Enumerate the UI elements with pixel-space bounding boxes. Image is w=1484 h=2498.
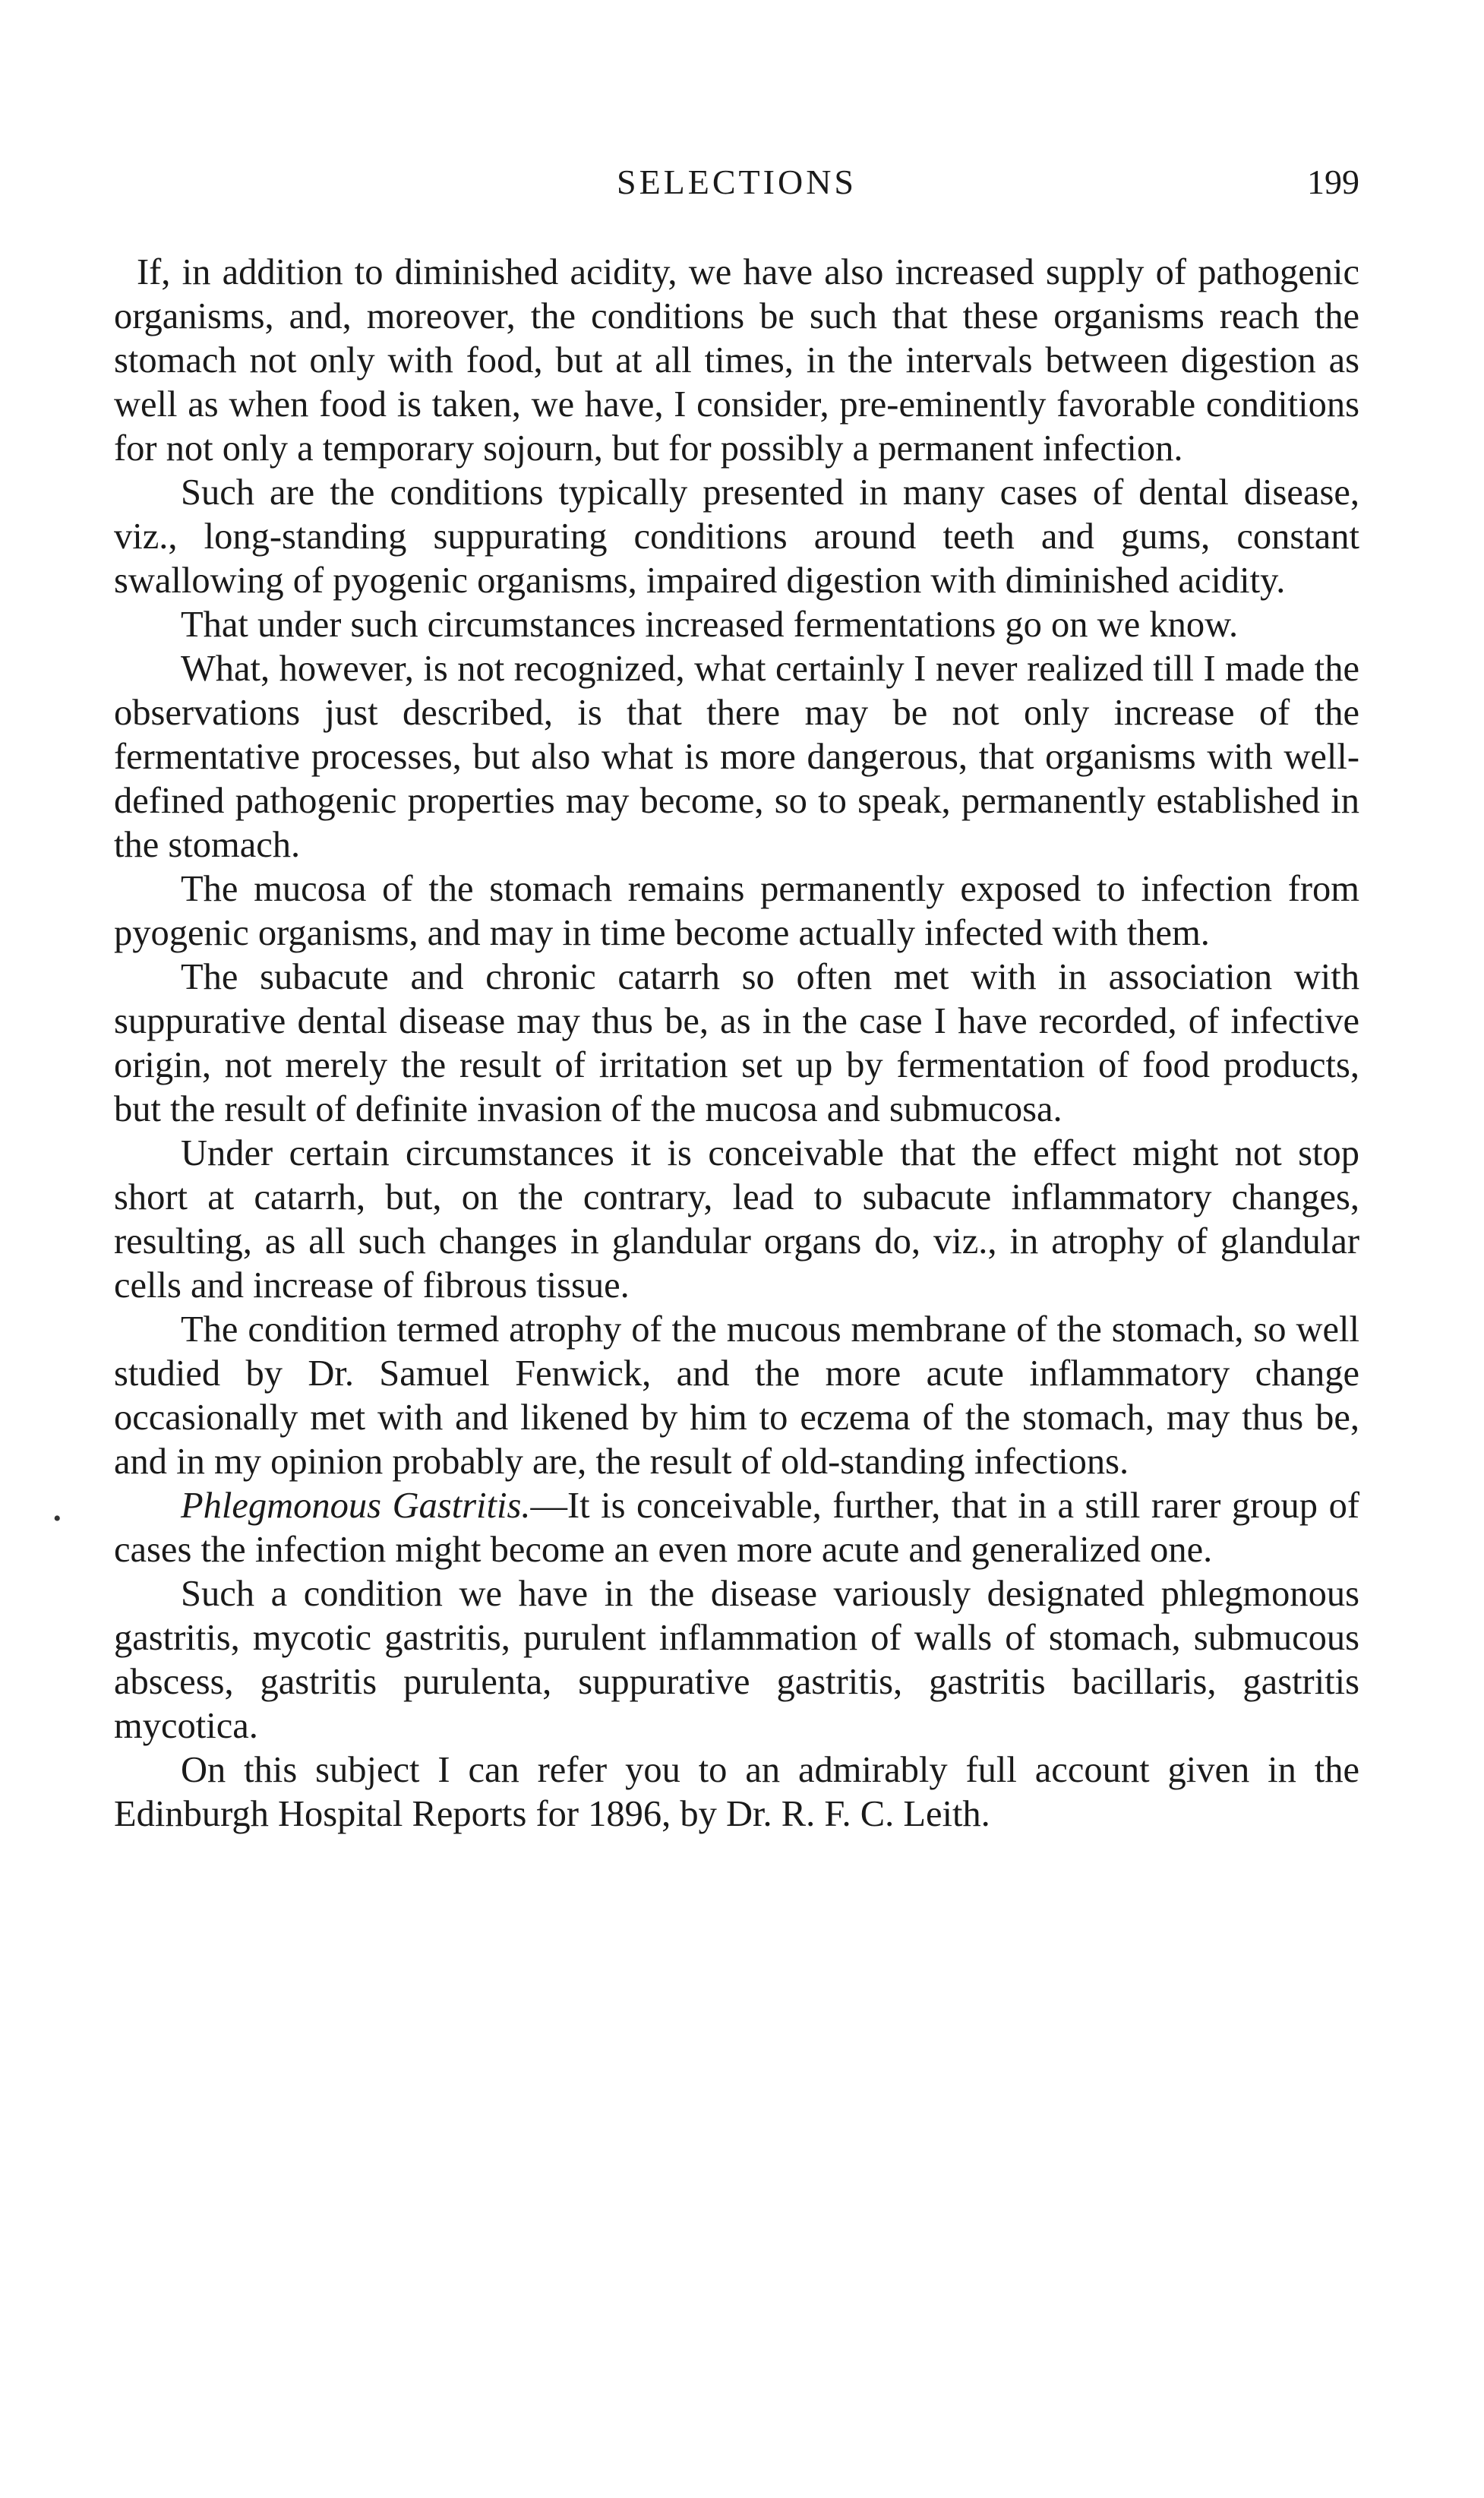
paragraph-10: Such a condition we have in the disease variously designated phlegmonous gastritis, mycotic gastritis, purulent inflammation of walls of stomach, submucous abscess, gastritis purulenta, suppurative gastritis, gastritis bacillaris, gastritis mycotica. — [114, 1574, 1359, 1746]
paragraph-11: On this subject I can refer you to an admirably full account given in the Edinburgh Hospital Reports for 1896, by Dr. R. F. C. Leith. — [114, 1750, 1359, 1834]
paragraph-1: If, in addition to diminished acidity, we have also increased supply of pathogenic organisms, and, moreover, the conditions be such that these organisms reach the stomach not only with food, but at all times, in the intervals between digestion as well as when food is taken, we have, I consider, pre-eminently favorable conditions for not only a temporary sojourn, but for possibly a permanent infection. — [114, 252, 1359, 469]
page-number: 199 — [1307, 163, 1359, 201]
paragraph-2: Such are the conditions typically presented in many cases of dental disease, viz., long-standing suppurating conditions around teeth and gums, constant swallowing of pyogenic organisms, impaired digestion with diminished acidity. — [114, 472, 1359, 601]
section-heading-phlegmonous-gastritis: Phlegmonous Gastritis. — [181, 1486, 531, 1526]
paragraph-8: The condition termed atrophy of the mucous membrane of the stomach, so well studied by Dr. Samuel Fenwick, and the more acute inflammatory change occasionally met with and likened by him to eczema of the stomach, may thus be, and in my opinion probably are, the result of old-standing infections. — [114, 1309, 1359, 1482]
running-title: SELECTIONS — [617, 163, 857, 201]
running-head — [114, 156, 1359, 209]
paragraph-phlegmonous — [114, 1484, 1359, 1572]
stray-dot-mark: • — [53, 1506, 62, 1531]
paragraph-6: The subacute and chronic catarrh so often met with in association with suppurative dental disease may thus be, as in the case I have recorded, of infective origin, not merely the result of irritation set up by fermentation of food products, but the result of definite invasion of the mucosa and submucosa. — [114, 957, 1359, 1129]
paragraph-7: Under certain circumstances it is conceivable that the effect might not stop short at catarrh, but, on the contrary, lead to subacute inflammatory changes, resulting, as all such changes in glandular organs do, viz., in atrophy of glandular cells and increase of fibrous tissue. — [114, 1133, 1359, 1306]
paragraph-3: That under such circumstances increased fermentations go on we know. — [181, 605, 1239, 645]
phlegmonous-text: —It is conceivable, further, that in a still rarer group of cases the infection might become an even more acute and generalized one. — [114, 1486, 1359, 1570]
body-text — [114, 251, 1359, 1836]
paragraph-4: What, however, is not recognized, what certainly I never realized till I made the observations just described, is that there may be not only increase of the fermentative processes, but also what is more dangerous, that organisms with well-defined pathogenic properties may become, so to speak, permanently established in the stomach. — [114, 649, 1359, 865]
paragraph-5: The mucosa of the stomach remains permanently exposed to infection from pyogenic organisms, and may in time become actually infected with them. — [114, 869, 1359, 953]
